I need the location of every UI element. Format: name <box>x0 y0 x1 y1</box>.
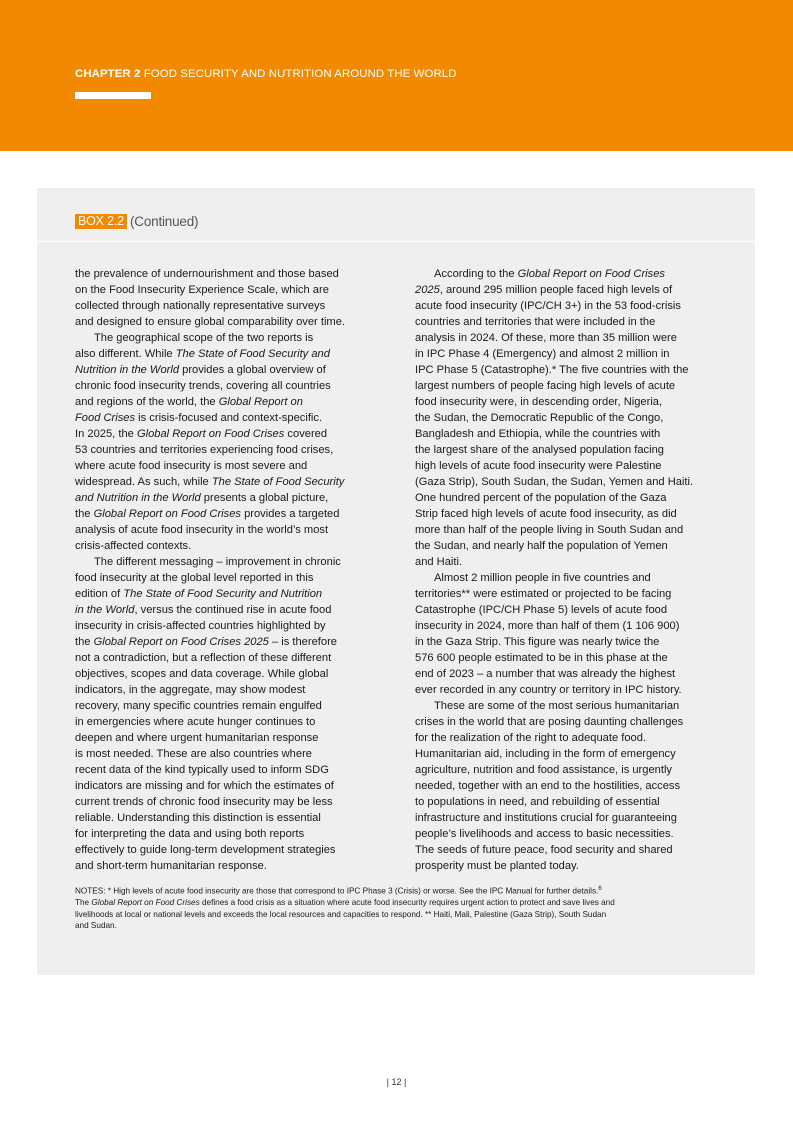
text-line: the prevalence of undernourishment and those based <box>75 268 339 280</box>
text-line: is most needed. These are also countries where <box>75 748 312 760</box>
text-line: In 2025, the Global Report on Food Crises covered <box>75 428 328 440</box>
text-line: in IPC Phase 4 (Emergency) and almost 2 million in <box>415 348 670 360</box>
text-line: food insecurity at the global level reported in this <box>75 572 314 584</box>
text-line: reliable. Understanding this distinction is essential <box>75 812 321 824</box>
box-label: BOX 2.2 <box>75 214 127 229</box>
text-line: 53 countries and territories experiencing food crises, <box>75 444 334 456</box>
page-number: | 12 | <box>386 1077 407 1087</box>
text-line: in the Gaza Strip. This figure was nearly twice the <box>415 636 660 648</box>
text-line: on the Food Insecurity Experience Scale, which are <box>75 284 329 296</box>
text-line: Food Crises is crisis-focused and context-specific. <box>75 412 323 424</box>
text-line: IPC Phase 5 (Catastrophe).* The five countries with the <box>415 364 689 376</box>
text-line: These are some of the most serious humanitarian <box>434 700 680 712</box>
right-column <box>415 266 717 874</box>
text-line: the Global Report on Food Crises provides a targeted <box>75 508 340 520</box>
text-line: Humanitarian aid, including in the form of emergency <box>415 748 676 760</box>
text-line: agriculture, nutrition and food assistance, is urgently <box>415 764 672 776</box>
text-line: insecurity in crisis-affected countries highlighted by <box>75 620 326 632</box>
text-line: in the World, versus the continued rise in acute food <box>75 604 332 616</box>
text-line: Bangladesh and Ethiopia, while the countries with <box>415 428 661 440</box>
text-line: crises in the world that are posing daunting challenges <box>415 716 684 728</box>
text-line: Catastrophe (IPC/CH Phase 5) levels of acute food <box>415 604 668 616</box>
text-line: needed, together with an end to the hostilities, access <box>415 780 681 792</box>
chapter-title-text: FOOD SECURITY AND NUTRITION AROUND THE WORLD <box>143 68 457 80</box>
text-line: collected through nationally representative surveys <box>75 300 326 312</box>
text-line: and short-term humanitarian response. <box>75 860 267 872</box>
text-line: high levels of acute food insecurity were Palestine <box>415 460 662 472</box>
text-line: The seeds of future peace, food security and shared <box>415 844 673 856</box>
text-line: 2025, around 295 million people faced high levels of <box>415 284 673 296</box>
left-column <box>75 266 371 874</box>
text-line: The different messaging – improvement in chronic <box>94 556 341 568</box>
box-header-divider <box>37 241 755 242</box>
footnote-ref: 6 <box>598 886 602 892</box>
left-paragraph-2 <box>75 330 371 554</box>
box-notes <box>75 884 715 932</box>
text-line: insecurity in 2024, more than half of them (1 106 900) <box>415 620 680 632</box>
text-line: countries and territories that were included in the <box>415 316 656 328</box>
text-line: effectively to guide long-term development strategies <box>75 844 336 856</box>
text-line: for the realization of the right to adequate food. <box>415 732 647 744</box>
text-line: territories** were estimated or projected to be facing <box>415 588 672 600</box>
text-line: Strip faced high levels of acute food insecurity, as did <box>415 508 677 520</box>
box-continued-label: (Continued) <box>130 214 199 229</box>
text-line: food insecurity were, in descending order, Nigeria, <box>415 396 663 408</box>
text-line: chronic food insecurity trends, covering all countries <box>75 380 331 392</box>
text-line: recent data of the kind typically used to inform SDG <box>75 764 329 776</box>
text-line: the largest share of the analysed population facing <box>415 444 664 456</box>
right-paragraph-3 <box>415 698 717 874</box>
text-line: The geographical scope of the two reports is <box>94 332 314 344</box>
text-line: end of 2023 – a number that was already the highest <box>415 668 676 680</box>
text-line: recovery, many specific countries remain engulfed <box>75 700 322 712</box>
right-paragraph-2 <box>415 570 717 698</box>
text-line: and Nutrition in the World presents a global picture, <box>75 492 329 504</box>
text-line: also different. While The State of Food Security and <box>75 348 330 360</box>
text-line: acute food insecurity (IPC/CH 3+) in the 53 food-crisis <box>415 300 681 312</box>
box-2-2 <box>37 188 755 975</box>
notes-line: and Sudan. <box>75 921 117 931</box>
text-line: analysis of acute food insecurity in the world’s most <box>75 524 329 536</box>
chapter-underline-bar <box>75 92 151 99</box>
text-line: widespread. As such, while The State of Food Security <box>75 476 345 488</box>
text-line: not a contradiction, but a reflection of these different <box>75 652 332 664</box>
header-band <box>0 0 793 151</box>
text-line: indicators are missing and for which the estimates of <box>75 780 334 792</box>
text-line: people’s livelihoods and access to basic necessities. <box>415 828 674 840</box>
left-paragraph-3 <box>75 554 371 874</box>
text-line: infrastructure and institutions crucial for guaranteeing <box>415 812 677 824</box>
text-line: analysis in 2024. Of these, more than 35 million were <box>415 332 677 344</box>
text-line: for interpreting the data and using both reports <box>75 828 305 840</box>
notes-line: livelihoods at local or national levels and exceeds the local resources and capacities to respond. ** Haiti, Mali, Palestine (Gaza Strip), South Sudan <box>75 909 607 919</box>
text-line: to populations in need, and rebuilding of essential <box>415 796 660 808</box>
text-line: largest numbers of people facing high levels of acute <box>415 380 676 392</box>
right-paragraph-1 <box>415 266 717 570</box>
text-line: According to the Global Report on Food Crises <box>434 268 665 280</box>
text-line: ever recorded in any country or territory in IPC history. <box>415 684 682 696</box>
text-line: objectives, scopes and data coverage. While global <box>75 668 329 680</box>
text-line: One hundred percent of the population of the Gaza <box>415 492 667 504</box>
text-line: (Gaza Strip), South Sudan, the Sudan, Yemen and Haiti. <box>415 476 694 488</box>
notes-line: NOTES: * High levels of acute food insecurity are those that correspond to IPC Phase 3 (Crisis) or worse. See the IPC Manual for further details.$^6$ <box>75 886 602 896</box>
left-paragraph-1 <box>75 266 371 330</box>
text-line: in emergencies where acute hunger continues to <box>75 716 316 728</box>
text-line: crisis-affected contexts. <box>75 540 192 552</box>
chapter-label: CHAPTER 2 <box>75 68 141 80</box>
text-line: and designed to ensure global comparability over time. <box>75 316 346 328</box>
text-line: deepen and where urgent humanitarian response <box>75 732 319 744</box>
text-line: 576 600 people estimated to be in this phase at the <box>415 652 668 664</box>
text-line: and Haiti. <box>415 556 463 568</box>
text-line: and regions of the world, the Global Report on <box>75 396 303 408</box>
text-line: prosperity must be planted today. <box>415 860 579 872</box>
text-line: Almost 2 million people in five countries and <box>434 572 651 584</box>
notes-line: The Global Report on Food Crises defines a food crisis as a situation where acute food insecurity requires urgent action to protect and save lives and <box>75 898 615 908</box>
chapter-title <box>75 68 457 80</box>
text-line: current trends of chronic food insecurity may be less <box>75 796 333 808</box>
text-line: indicators, in the aggregate, may show modest <box>75 684 306 696</box>
text-line: edition of The State of Food Security and Nutrition <box>75 588 323 600</box>
text-line: the Sudan, and nearly half the population of Yemen <box>415 540 668 552</box>
text-line: the Sudan, the Democratic Republic of the Congo, <box>415 412 664 424</box>
text-line: where acute food insecurity is most severe and <box>75 460 308 472</box>
text-line: more than half of the people living in South Sudan and <box>415 524 684 536</box>
text-line: Nutrition in the World provides a global overview of <box>75 364 326 376</box>
text-line: the Global Report on Food Crises 2025 – is therefore <box>75 636 337 648</box>
